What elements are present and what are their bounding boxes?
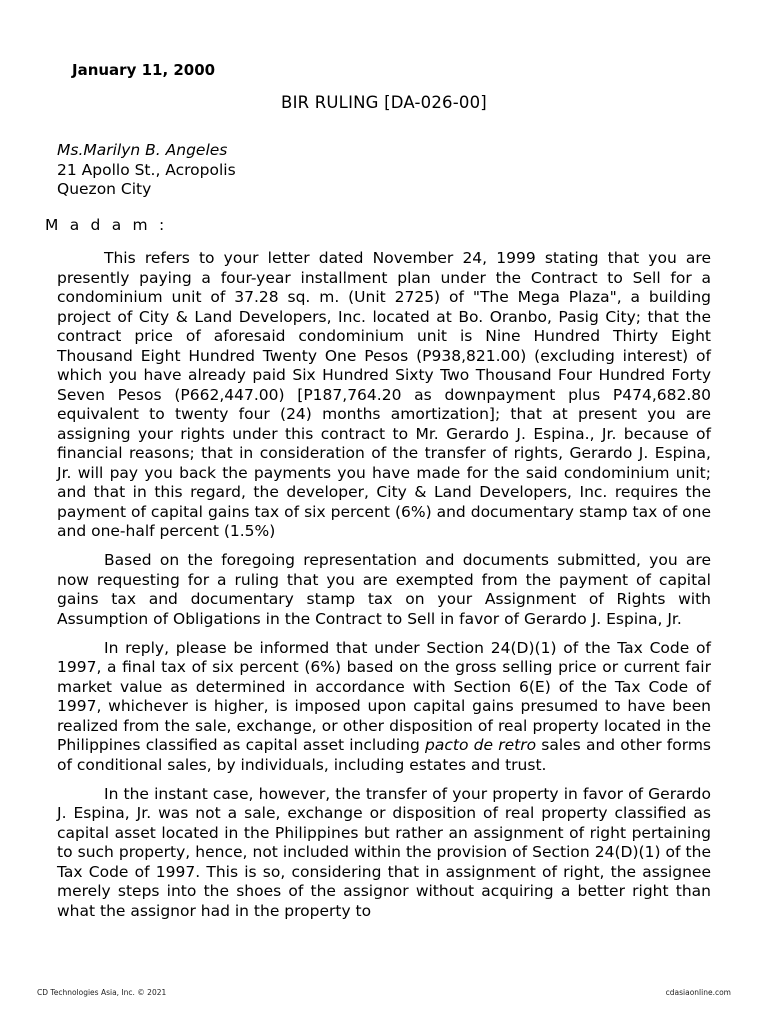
addressee-block xyxy=(57,141,236,200)
addressee-city: Quezon City xyxy=(57,180,152,198)
letter-body xyxy=(57,249,711,931)
paragraph-2: Based on the foregoing representation and documents submitted, you are now requesting for a ruling that you are exempted from the payment of capital gains tax and documentary stamp tax on your Assignment of Rights with Assumption of Obligations in the Contract to Sell in favor of Gerardo J. Espina, Jr. xyxy=(57,551,711,628)
paragraph-3-text-b: sales and other forms of conditional sales, by individuals, including estates and trust. xyxy=(57,736,711,774)
paragraph-3 xyxy=(57,639,711,776)
salutation: M a d a m : xyxy=(45,216,168,234)
footer-site: cdasiaonline.com xyxy=(665,988,731,997)
paragraph-1: This refers to your letter dated November 24, 1999 stating that you are presently paying a four-year installment plan under the Contract to Sell for a condominium unit of 37.28 sq. m. (Unit 2725) of "The Mega Plaza", a building project of City & Land Developers, Inc. located at Bo. Oranbo, Pasig City; that the contract price of aforesaid condominium unit is Nine Hundred Thirty Eight Thousand Eight Hundred Twenty One Pesos (P938,821.00) (excluding interest) of which you have already paid Six Hundred Sixty Two Thousand Four Hundred Forty Seven Pesos (P662,447.00) [P187,764.20 as downpayment plus P474,682.80 equivalent to twenty four (24) months amortization]; that at present you are assigning your rights under this contract to Mr. Gerardo J. Espina., Jr. because of financial reasons; that in consideration of the transfer of rights, Gerardo J. Espina, Jr. will pay you back the payments you have made for the said condominium unit; and that in this regard, the developer, City & Land Developers, Inc. requires the payment of capital gains tax of six percent (6%) and documentary stamp tax of one and one-half percent (1.5%) xyxy=(57,249,711,540)
ruling-title: BIR RULING [DA-026-00] xyxy=(281,93,487,112)
addressee-street: 21 Apollo St., Acropolis xyxy=(57,160,236,179)
ruling-date: January 11, 2000 xyxy=(72,61,216,79)
paragraph-4: In the instant case, however, the transfer of your property in favor of Gerardo J. Espina, Jr. was not a sale, exchange or disposition of real property classified as capital asset located in the Philippines but rather an assignment of right pertaining to such property, hence, not included within the provision of Section 24(D)(1) of the Tax Code of 1997. This is so, considering that in assignment of right, the assignee merely steps into the shoes of the assignor without acquiring a better right than what the assignor had in the property to xyxy=(57,784,711,920)
paragraph-3-italic-term: pacto de retro xyxy=(425,736,537,754)
addressee-name: Ms.Marilyn B. Angeles xyxy=(57,141,228,159)
paragraph-3-text-a: In reply, please be informed that under Section 24(D)(1) of the Tax Code of 1997, a final tax of six percent (6%) based on the gross selling price or current fair market value as determined in accordance with Section 6(E) of the Tax Code of 1997, whichever is higher, is imposed upon capital gains presumed to have been realized from the sale, exchange, or other disposition of real property located in the Philippines classified as capital asset including xyxy=(57,638,711,754)
footer-copyright: CD Technologies Asia, Inc. © 2021 xyxy=(37,988,167,997)
